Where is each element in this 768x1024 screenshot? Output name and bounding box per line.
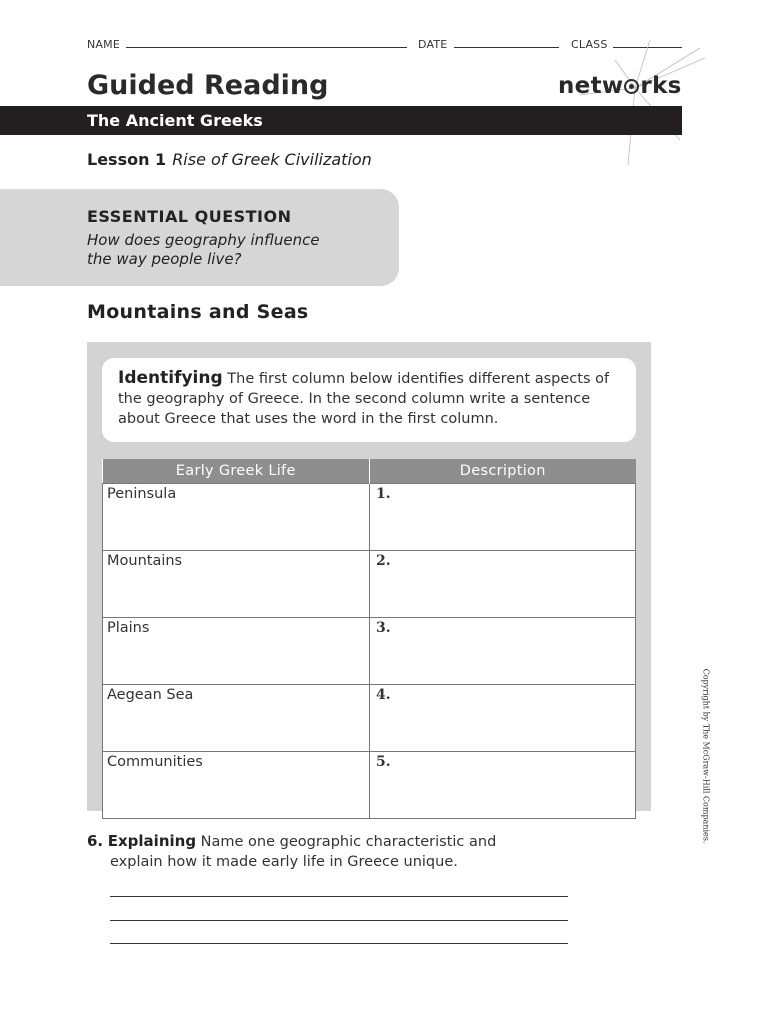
description-cell[interactable]: 1. xyxy=(370,484,636,551)
essential-question-heading: ESSENTIAL QUESTION xyxy=(87,207,292,226)
table-row xyxy=(103,551,636,618)
page-title: Guided Reading xyxy=(87,70,329,101)
description-cell[interactable]: 2. xyxy=(370,551,636,618)
instructions xyxy=(118,368,628,429)
question-6-line1: Name one geographic characteristic and xyxy=(200,834,497,850)
table-row xyxy=(103,752,636,819)
unit-title: The Ancient Greeks xyxy=(87,111,263,130)
lesson-heading xyxy=(87,150,372,169)
table-row xyxy=(103,685,636,752)
description-cell[interactable]: 5. xyxy=(370,752,636,819)
answer-line[interactable] xyxy=(110,896,568,897)
term-cell: Mountains xyxy=(103,551,370,618)
instructions-text: The first column below identifies different aspects of the geography of Greece. In the second column write a sentence about Greece that uses the word in the first column. xyxy=(118,371,610,427)
column-header-early-greek-life: Early Greek Life xyxy=(103,459,370,484)
copyright-notice: Copyright by The McGraw-Hill Companies. xyxy=(701,668,711,844)
skill-label: Identifying xyxy=(118,368,223,388)
logo-text-start: netw xyxy=(558,73,624,99)
essential-question-line1: How does geography influence xyxy=(87,231,320,249)
table-row xyxy=(103,484,636,551)
table-row xyxy=(103,618,636,685)
answer-line[interactable] xyxy=(110,943,568,944)
question-6 xyxy=(87,831,557,872)
logo-text-end: rks xyxy=(640,73,682,99)
column-header-description: Description xyxy=(370,459,636,484)
section-heading: Mountains and Seas xyxy=(87,301,309,323)
description-cell[interactable]: 4. xyxy=(370,685,636,752)
essential-question-text xyxy=(87,231,387,269)
description-cell[interactable]: 3. xyxy=(370,618,636,685)
name-label: NAME xyxy=(87,38,120,51)
globe-o-icon xyxy=(624,79,639,94)
lesson-number: Lesson 1 xyxy=(87,150,167,169)
essential-question-line2: the way people live? xyxy=(87,250,242,268)
lesson-title: Rise of Greek Civilization xyxy=(172,150,372,169)
date-field-line[interactable] xyxy=(454,47,559,48)
question-6-number: 6. xyxy=(87,832,104,850)
starburst-decoration xyxy=(560,40,710,170)
question-6-line2: explain how it made early life in Greece unique. xyxy=(110,854,458,870)
term-cell: Plains xyxy=(103,618,370,685)
term-cell: Communities xyxy=(103,752,370,819)
class-label: CLASS xyxy=(571,38,608,51)
geography-table xyxy=(102,459,636,819)
question-6-skill: Explaining xyxy=(107,832,197,850)
date-label: DATE xyxy=(418,38,448,51)
networks-logo xyxy=(558,73,682,99)
term-cell: Aegean Sea xyxy=(103,685,370,752)
answer-line[interactable] xyxy=(110,920,568,921)
term-cell: Peninsula xyxy=(103,484,370,551)
name-field-line[interactable] xyxy=(126,47,407,48)
